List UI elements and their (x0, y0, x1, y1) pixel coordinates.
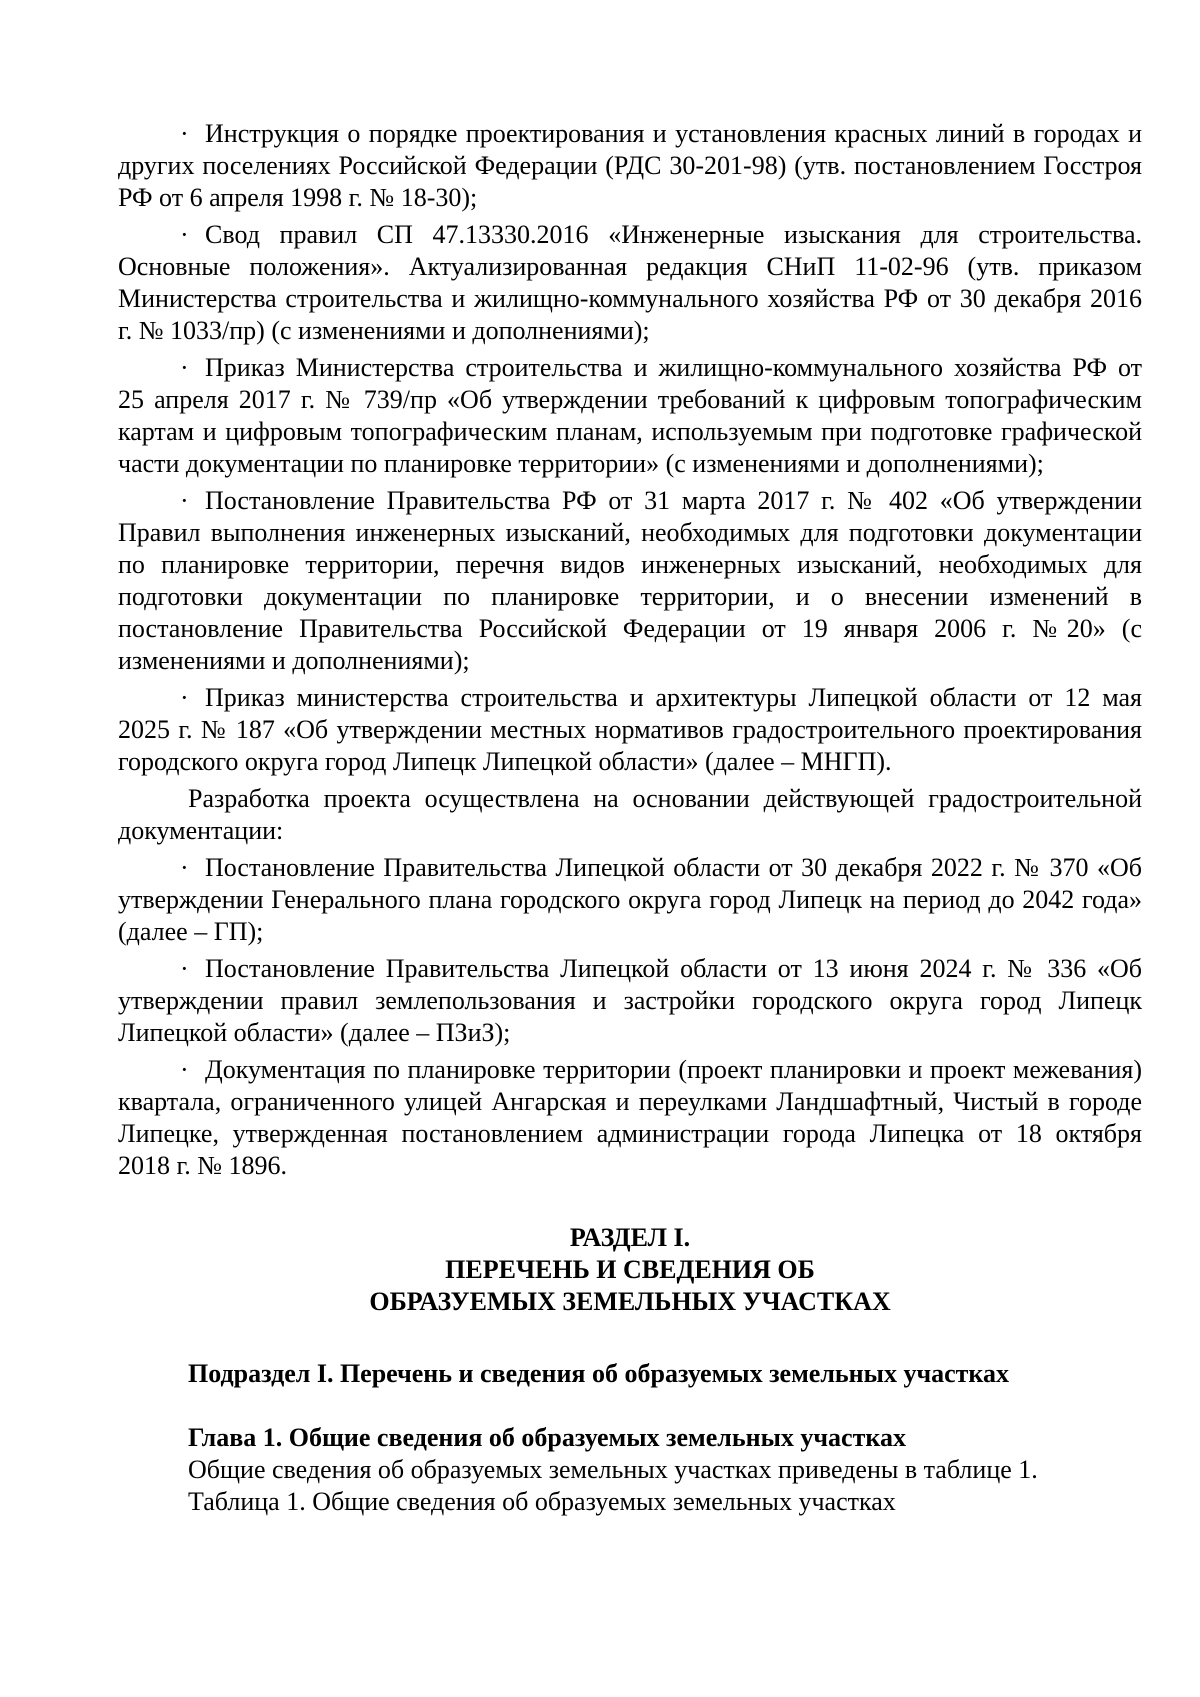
intro-paragraph: Разработка проекта осуществлена на основании действующей градостроительной документации: (118, 784, 1142, 845)
bullet-mark: · (180, 1055, 189, 1084)
list-item (118, 485, 1142, 677)
list-item-text: Постановление Правительства РФ от 31 марта 2017 г. № 402 «Об утверждении Правил выполнения инженерных изысканий, необходимых для подготовки документации по планировке территории, перечня видов инженерных изысканий, необходимых для подготовки документации по планировке территории, и о внесении изменений в постановление Правительства Российской Федерации от 19 января 2006 г. №20» (с изменениями и дополнениями); (118, 486, 1142, 675)
list-item (118, 118, 1142, 214)
document-page (118, 118, 1142, 1518)
list-item-text: Постановление Правительства Липецкой области от 30 декабря 2022 г. № 370 «Об утверждении Генерального плана городского округа город Липецк на период до 2042 года» (далее – ГП); (118, 853, 1142, 946)
chapter-text: Общие сведения об образуемых земельных участках приведены в таблице 1. (188, 1455, 1038, 1484)
bullet-mark: · (180, 683, 189, 712)
list-item (118, 352, 1142, 480)
bullet-mark: · (180, 954, 189, 983)
section-number: РАЗДЕЛ I. (569, 1223, 691, 1252)
bullet-mark: · (180, 220, 189, 249)
section-heading-line: ОБРАЗУЕМЫХ ЗЕМЕЛЬНЫХ УЧАСТКАХ (369, 1287, 891, 1316)
list-item (118, 852, 1142, 948)
list-item-text: Документация по планировке территории (проект планировки и проект межевания) квартала, ограниченного улицей Ангарская и переулками Ландшафтный, Чистый в городе Липецке, утвержденная постановлением администрации города Липецка от 18 октября 2018 г. № 1896. (118, 1055, 1142, 1180)
list-item (118, 219, 1142, 347)
section-title (118, 1222, 1142, 1318)
table-caption: Таблица 1. Общие сведения об образуемых земельных участках (188, 1487, 896, 1516)
bullet-mark: · (180, 119, 189, 148)
subsection-title: Подраздел I. Перечень и сведения об образуемых земельных участках (188, 1359, 1010, 1388)
bullet-mark: · (180, 353, 189, 382)
list-item (118, 953, 1142, 1049)
list-item (118, 682, 1142, 778)
list-item-text: Приказ Министерства строительства и жилищно-коммунального хозяйства РФ от 25 апреля 2017 г. № 739/пр «Об утверждении требований к цифровым топографическим картам и цифровым топографическим планам, используемым при подготовке графической части документации по планировке территории» (с изменениями и дополнениями); (118, 353, 1142, 478)
bullet-mark: · (180, 853, 189, 882)
list-item (118, 1054, 1142, 1182)
bullet-mark: · (180, 486, 189, 515)
section-heading-line: ПЕРЕЧЕНЬ И СВЕДЕНИЯ ОБ (445, 1255, 815, 1284)
list-item-text: Приказ министерства строительства и архитектуры Липецкой области от 12 мая 2025 г. № 187 «Об утверждении местных нормативов градостроительного проектирования городского округа город Липецк Липецкой области» (далее – МНГП). (118, 683, 1142, 776)
list-item-text: Свод правил СП 47.13330.2016 «Инженерные изыскания для строительства. Основные положения». Актуализированная редакция СНиП 11-02-96 (утв. приказом Министерства строительства и жилищно-коммунального хозяйства РФ от 30 декабря 2016 г. № 1033/пр) (с изменениями и дополнениями); (118, 220, 1142, 345)
list-item-text: Инструкция о порядке проектирования и установления красных линий в городах и других поселениях Российской Федерации (РДС 30-201-98) (утв. постановлением Госстроя РФ от 6 апреля 1998 г. № 18-30); (118, 119, 1142, 212)
chapter-title: Глава 1. Общие сведения об образуемых земельных участках (188, 1423, 906, 1452)
list-item-text: Постановление Правительства Липецкой области от 13 июня 2024 г. № 336 «Об утверждении правил землепользования и застройки городского округа город Липецк Липецкой области» (далее – ПЗиЗ); (118, 954, 1142, 1047)
